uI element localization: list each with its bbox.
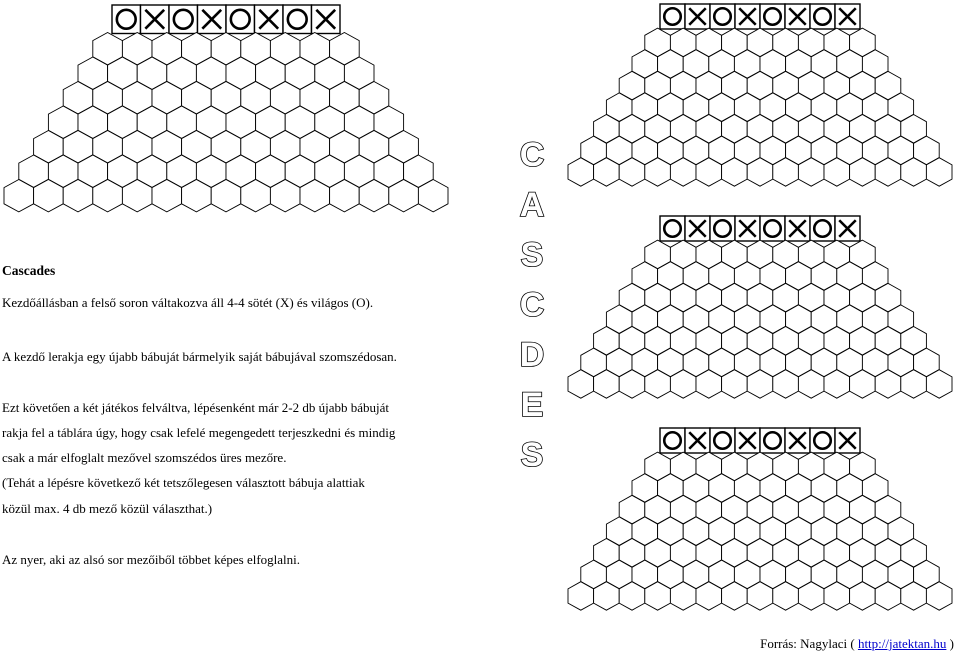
rule-line: csak a már elfoglalt mezővel szomszédos üres mezőre. <box>2 450 287 465</box>
title-letter: S <box>520 436 544 474</box>
footer-prefix: Forrás: Nagylaci ( <box>760 636 858 651</box>
title-letter: C <box>519 136 545 174</box>
vertical-title <box>513 130 551 480</box>
title-letter: D <box>519 336 545 374</box>
title-letter: S <box>520 236 544 274</box>
rule-line: (Tehát a lépésre következő két tetszőlegesen választott bábuja alattiak <box>2 475 365 490</box>
rule-line: közül max. 4 db mező közül választhat.) <box>2 501 213 516</box>
board-main <box>4 5 448 212</box>
title-letter: E <box>520 386 544 424</box>
title-letter: C <box>519 286 545 324</box>
rule-line: Ezt követően a két játékos felváltva, lépésenként már 2-2 db újabb bábuját <box>2 400 389 415</box>
rule-line: Az nyer, aki az alsó sor mezőiből többet képes elfoglalni. <box>2 552 301 567</box>
rule-line: A kezdő lerakja egy újabb bábuját bármelyik saját bábujával szomszédosan. <box>2 349 397 364</box>
board-top-right <box>568 4 952 186</box>
footer-suffix: ) <box>946 636 954 651</box>
title-letter: A <box>519 186 545 224</box>
board-bottom-right <box>568 428 952 610</box>
board-middle-right <box>568 216 952 398</box>
rule-line: Kezdőállásban a felső soron váltakozva áll 4-4 sötét (X) és világos (O). <box>2 295 374 310</box>
rule-line: rakja fel a táblára úgy, hogy csak lefelé megengedett terjeszkedni és mindig <box>2 425 396 440</box>
game-title: Cascades <box>2 263 56 278</box>
source-link[interactable]: http://jatektan.hu <box>857 636 947 651</box>
source-footer <box>760 636 954 652</box>
